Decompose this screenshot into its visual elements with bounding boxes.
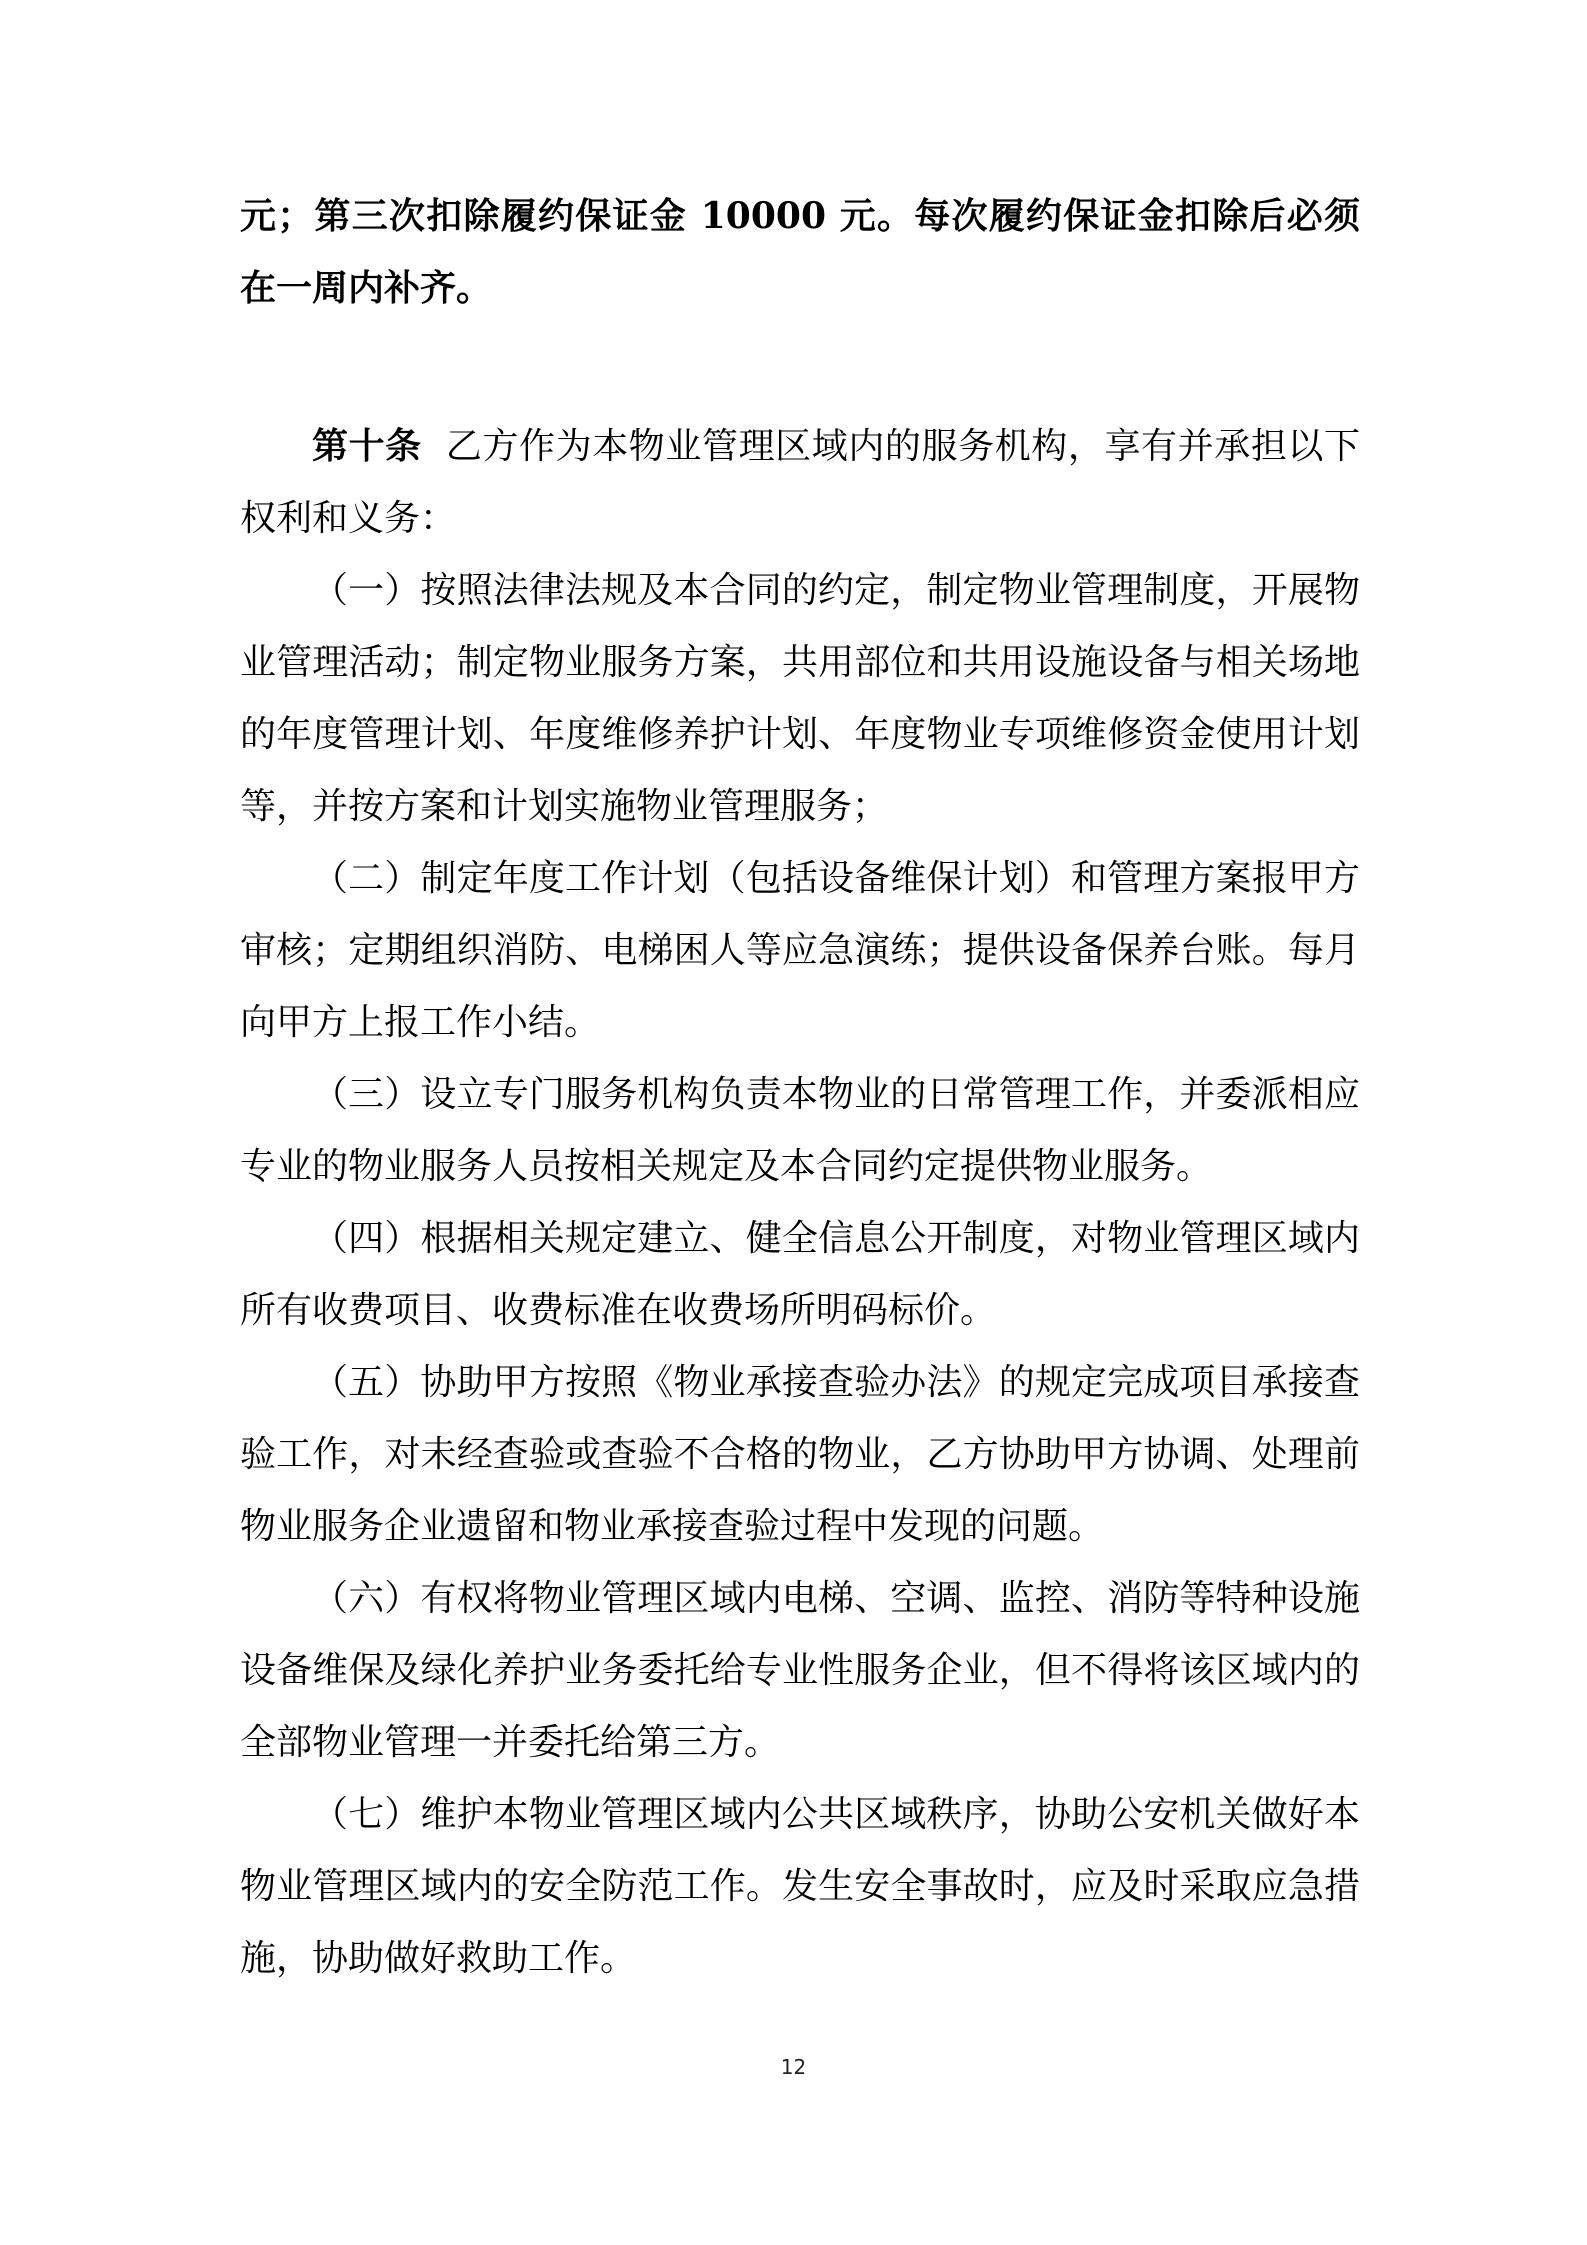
continuation-paragraph: 元；第三次扣除履约保证金 10000 元。每次履约保证金扣除后必须在一周内补齐。 [240, 195, 1360, 309]
item-1: （一）按照法律法规及本合同的约定，制定物业管理制度，开展物业管理活动；制定物业服务方案，共用部位和共用设施设备与相关场地的年度管理计划、年度维修养护计划、年度物业专项维修资金使用计划等，并按方案和计划实施物业管理服务； [240, 570, 1360, 827]
item-4: （四）根据相关规定建立、健全信息公开制度，对物业管理区域内所有收费项目、收费标准在收费场所明码标价。 [240, 1218, 1360, 1331]
item-6: （六）有权将物业管理区域内电梯、空调、监控、消防等特种设施设备维保及绿化养护业务委托给专业性服务企业，但不得将该区域内的全部物业管理一并委托给第三方。 [240, 1578, 1360, 1763]
article-ten-intro: 乙方作为本物业管理区域内的服务机构，享有并承担以下权利和义务： [240, 426, 1360, 539]
item-3: （三）设立专门服务机构负责本物业的日常管理工作，并委派相应专业的物业服务人员按相关规定及本合同约定提供物业服务。 [240, 1074, 1360, 1187]
page-number: 12 [780, 2055, 807, 2079]
item-2: （二）制定年度工作计划（包括设备维保计划）和管理方案报甲方审核；定期组织消防、电梯困人等应急演练；提供设备保养台账。每月向甲方上报工作小结。 [240, 858, 1360, 1043]
item-7: （七）维护本物业管理区域内公共区域秩序，协助公安机关做好本物业管理区域内的安全防范工作。发生安全事故时，应及时采取应急措施，协助做好救助工作。 [240, 1794, 1360, 1979]
article-ten-paragraph [240, 410, 1360, 555]
document-page [240, 180, 1360, 1995]
article-ten-spacer [422, 426, 446, 467]
item-5: （五）协助甲方按照《物业承接查验办法》的规定完成项目承接查验工作，对未经查验或查验不合格的物业，乙方协助甲方协调、处理前物业服务企业遗留和物业承接查验过程中发现的问题。 [240, 1362, 1360, 1547]
article-ten-heading: 第十条 [312, 425, 422, 467]
